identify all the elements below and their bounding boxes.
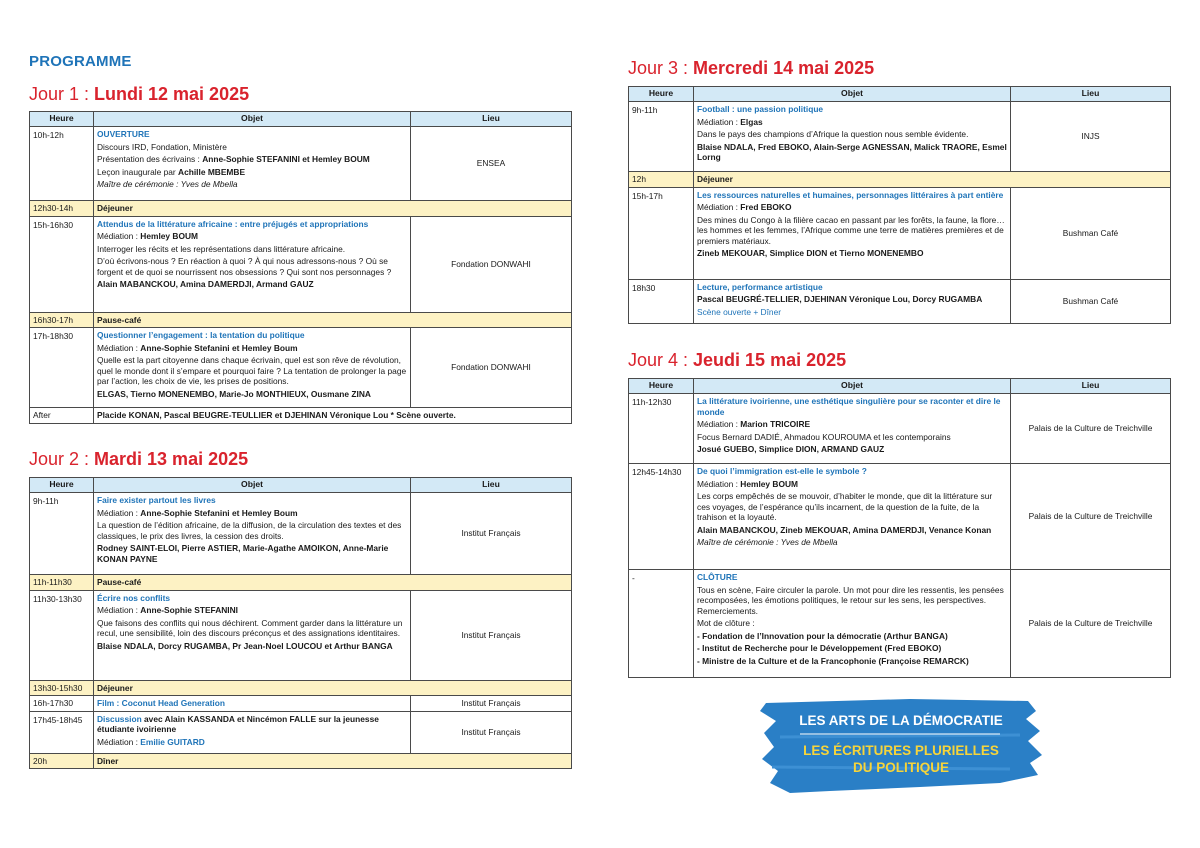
session-title: Film : Coconut Head Generation	[94, 696, 411, 712]
col-heure: Heure	[629, 87, 694, 102]
day2-label: Jour 2 :	[29, 449, 95, 469]
table-row	[629, 464, 1171, 570]
session-title: De quoi l’immigration est-elle le symbole ?	[697, 466, 867, 476]
row-lieu: Bushman Café	[1011, 279, 1171, 323]
row-object	[94, 328, 411, 408]
session-title: Questionner l’engagement : la tentation du politique	[97, 330, 305, 340]
row-lieu: Palais de la Culture de Treichville	[1011, 394, 1171, 464]
closing-speaker: - Institut de Recherche pour le Développement (Fred EBOKO)	[697, 643, 942, 653]
page-title: PROGRAMME	[29, 53, 132, 70]
row-lieu: INJS	[1011, 102, 1171, 172]
day1-label: Jour 1 :	[29, 84, 95, 104]
row-authors: Blaise NDALA, Fred EBOKO, Alain-Serge AGNESSAN, Malick TRAORE, Esmel Lorng	[697, 141, 1007, 162]
row-line: Médiation : Elgas	[697, 116, 763, 127]
session-title: Faire exister partout les livres	[97, 495, 216, 505]
table-row	[30, 216, 572, 312]
row-authors: ELGAS, Tierno MONENEMBO, Marie-Jo MONTHIEUX, Ousmane ZINA	[97, 388, 371, 399]
row-time: 11h-12h30	[629, 394, 694, 464]
row-line: Les corps empêchés de se mouvoir, d’habiter le monde, que dit la littérature sur ces voyages, de l’espérance qu’ils incarnent, de la question de la fuite, de la trahison et la loyauté.	[697, 491, 993, 522]
day2-heading	[29, 449, 248, 470]
table-row	[30, 493, 572, 575]
day1-table	[29, 111, 572, 424]
banner-line1: LES ARTS DE LA DÉMOCRATIE	[799, 713, 1003, 728]
row-time: 15h-17h	[629, 187, 694, 279]
row-lieu: Institut Français	[411, 711, 572, 753]
row-authors: Pascal BEUGRÉ-TELLIER, DJEHINAN Véronique Lou, Dorcy RUGAMBA	[697, 294, 983, 304]
day3-heading	[628, 58, 874, 79]
row-lieu: Bushman Café	[1011, 187, 1171, 279]
table-row	[30, 127, 572, 201]
row-extra: Scène ouverte + Dîner	[697, 306, 782, 317]
row-line: Des mines du Congo à la filière cacao en passant par les forêts, la faune, la flore…les hommes et les femmes, l’Afrique comme une terre de matières premières et de premiers matériaux.	[697, 214, 1005, 246]
row-lieu: Palais de la Culture de Treichville	[1011, 464, 1171, 570]
day3-table	[628, 86, 1171, 324]
row-line: Mot de clôture :	[697, 618, 755, 628]
session-title: Écrire nos conflits	[97, 592, 171, 603]
table-row	[30, 696, 572, 712]
row-time: 16h30-17h	[30, 312, 94, 328]
table-row-break	[30, 312, 572, 328]
session-title: Discussion avec Alain KASSANDA et Nincémon FALLE sur la jeunesse étudiante ivoirienne	[97, 713, 379, 734]
banner-line2: LES ÉCRITURES PLURIELLES	[803, 743, 999, 758]
row-time: 9h-11h	[629, 102, 694, 172]
table-row-break	[629, 172, 1171, 188]
table-row	[30, 328, 572, 408]
session-title: La littérature ivoirienne, une esthétique singulière pour se raconter et dire le monde	[697, 396, 1001, 417]
row-line: La question de l’édition africaine, de la diffusion, de la circulation des textes et des classiques, le prix des livres, la cession des droits.	[97, 520, 402, 541]
col-objet: Objet	[94, 112, 411, 127]
row-line: Médiation : Hemley BOUM	[697, 478, 799, 489]
table-row-break	[30, 753, 572, 769]
row-object	[694, 394, 1011, 464]
row-object	[94, 711, 411, 753]
day3-label: Jour 3 :	[628, 58, 694, 78]
day1-date: Lundi 12 mai 2025	[94, 84, 250, 104]
row-object: Déjeuner	[94, 201, 572, 217]
row-authors: Rodney SAINT-ELOI, Pierre ASTIER, Marie-Agathe AMOIKON, Anne-Marie KONAN PAYNE	[97, 543, 389, 564]
row-time: -	[629, 570, 694, 678]
col-lieu: Lieu	[1011, 87, 1171, 102]
row-object	[694, 464, 1011, 570]
row-time: 9h-11h	[30, 493, 94, 575]
row-authors: Josué GUEBO, Simplice DION, ARMAND GAUZ	[697, 444, 885, 454]
row-time: 17h-18h30	[30, 328, 94, 408]
col-objet: Objet	[94, 478, 411, 493]
row-line: Médiation : Marion TRICOIRE	[697, 419, 811, 429]
row-time: 20h	[30, 753, 94, 769]
table-header	[629, 87, 1171, 102]
row-time: 17h45-18h45	[30, 711, 94, 753]
row-line: Maître de cérémonie : Yves de Mbella	[97, 179, 238, 189]
day1-heading	[29, 84, 249, 105]
row-object	[94, 127, 411, 201]
table-row	[629, 102, 1171, 172]
row-line: Dans le pays des champions d’Afrique la question nous semble évidente.	[697, 129, 969, 139]
row-lieu: Institut Français	[411, 696, 572, 712]
row-time: 12h30-14h	[30, 201, 94, 217]
row-object	[94, 493, 411, 575]
col-lieu: Lieu	[1011, 379, 1171, 394]
row-line: Médiation : Anne-Sophie Stefanini et Hemley Boum	[97, 507, 298, 518]
row-object: Pause-café	[94, 575, 572, 591]
row-line: Maître de cérémonie : Yves de Mbella	[697, 537, 838, 547]
session-title: Les ressources naturelles et humaines, personnages littéraires à part entière	[697, 189, 1004, 200]
day4-date: Jeudi 15 mai 2025	[693, 350, 847, 370]
row-time: 12h45-14h30	[629, 464, 694, 570]
row-time: 18h30	[629, 279, 694, 323]
row-lieu: Palais de la Culture de Treichville	[1011, 570, 1171, 678]
table-row	[30, 590, 572, 680]
day4-heading	[628, 350, 846, 371]
row-object	[94, 590, 411, 680]
row-line: D’où écrivons-nous ? En réaction à quoi ? À qui nous adressons-nous ? Où se forgent et de quoi se nourrissent nos obsessions ? Qui sont nos personnages ?	[97, 256, 392, 277]
col-lieu: Lieu	[411, 112, 572, 127]
row-line: Médiation : Emilie GUITARD	[97, 736, 205, 747]
row-line: Médiation : Fred EBOKO	[697, 202, 792, 212]
session-title: OUVERTURE	[97, 129, 150, 139]
day4-table	[628, 378, 1171, 678]
col-objet: Objet	[694, 379, 1011, 394]
event-banner	[760, 697, 1042, 793]
table-row	[629, 570, 1171, 678]
row-lieu: ENSEA	[411, 127, 572, 201]
row-line: Médiation : Anne-Sophie Stefanini et Hemley Boum	[97, 342, 298, 353]
table-row	[629, 394, 1171, 464]
col-heure: Heure	[629, 379, 694, 394]
row-lieu: Fondation DONWAHI	[411, 216, 572, 312]
row-time: 10h-12h	[30, 127, 94, 201]
table-row-break	[30, 680, 572, 696]
row-authors: Alain MABANCKOU, Amina DAMERDJI, Armand GAUZ	[97, 279, 314, 289]
row-line: Focus Bernard DADIÉ, Ahmadou KOUROUMA et les contemporains	[697, 431, 951, 442]
table-row-break	[30, 575, 572, 591]
row-lieu: Institut Français	[411, 493, 572, 575]
row-authors: Alain MABANCKOU, Zineb MEKOUAR, Amina DAMERDJI, Venance Konan	[697, 524, 992, 535]
col-lieu: Lieu	[411, 478, 572, 493]
row-authors: Zineb MEKOUAR, Simplice DION et Tierno MONENEMBO	[697, 248, 924, 258]
table-row	[629, 279, 1171, 323]
col-heure: Heure	[30, 112, 94, 127]
row-lieu: Institut Français	[411, 590, 572, 680]
table-row-break	[30, 201, 572, 217]
table-row	[30, 408, 572, 424]
row-lieu: Fondation DONWAHI	[411, 328, 572, 408]
row-object	[694, 279, 1011, 323]
table-header	[629, 379, 1171, 394]
row-time: 15h-16h30	[30, 216, 94, 312]
row-time: 12h	[629, 172, 694, 188]
col-objet: Objet	[694, 87, 1011, 102]
banner-line3: DU POLITIQUE	[852, 760, 950, 775]
row-line: Médiation : Hemley BOUM	[97, 231, 199, 241]
day4-label: Jour 4 :	[628, 350, 694, 370]
day2-table	[29, 477, 572, 769]
row-authors: Blaise NDALA, Dorcy RUGAMBA, Pr Jean-Noel LOUCOU et Arthur BANGA	[97, 640, 393, 651]
row-line: Interroger les récits et les représentations dans littérature africaine.	[97, 243, 346, 254]
table-row	[629, 187, 1171, 279]
row-time: 16h-17h30	[30, 696, 94, 712]
row-object: Déjeuner	[694, 172, 1171, 188]
row-object	[694, 570, 1011, 678]
session-title: Football : une passion politique	[697, 104, 824, 114]
closing-speaker: - Fondation de l’Innovation pour la démocratie (Arthur BANGA)	[697, 630, 948, 641]
row-object	[694, 187, 1011, 279]
row-object: Déjeuner	[94, 680, 572, 696]
row-object	[694, 102, 1011, 172]
day3-date: Mercredi 14 mai 2025	[693, 58, 875, 78]
day2-date: Mardi 13 mai 2025	[94, 449, 249, 469]
table-header	[30, 478, 572, 493]
closing-speaker: - Ministre de la Culture et de la Francophonie (Françoise REMARCK)	[697, 655, 969, 666]
row-object: Placide KONAN, Pascal BEUGRE-TEULLIER et DJEHINAN Véronique Lou * Scène ouverte.	[94, 408, 572, 424]
row-time: After	[30, 408, 94, 424]
row-line: Que faisons des conflits qui nous déchirent. Comment garder dans la littérature un recul, une sensibilité, loin des discours préconçus et des assignations identitaires.	[97, 617, 403, 638]
row-line: Médiation : Anne-Sophie STEFANINI	[97, 605, 239, 615]
row-line: Leçon inaugurale par Achille MBEMBE	[97, 166, 246, 177]
row-time: 13h30-15h30	[30, 680, 94, 696]
row-line: Quelle est la part citoyenne dans chaque écrivain, quel est son rêve de révolution, quel le monde dont il s’empare et pourquoi faire ? La tentation de prolonger la page par l’action, les choix de vie, les prises de positions.	[97, 355, 407, 386]
row-object: Pause-café	[94, 312, 572, 328]
row-object	[94, 216, 411, 312]
row-object: Dîner	[94, 753, 572, 769]
row-line: Discours IRD, Fondation, Ministère	[97, 141, 227, 152]
table-row	[30, 711, 572, 753]
session-title: Lecture, performance artistique	[697, 281, 823, 292]
session-title: CLÔTURE	[697, 572, 738, 582]
row-time: 11h30-13h30	[30, 590, 94, 680]
row-line: Tous en scène, Faire circuler la parole. Un mot pour dire les ressentis, les pensées recomposées, les émotions politiques, le retour sur les sens, les perspectives. Remerciements.	[697, 584, 1004, 616]
row-time: 11h-11h30	[30, 575, 94, 591]
row-line: Présentation des écrivains : Anne-Sophie STEFANINI et Hemley BOUM	[97, 154, 370, 164]
table-header	[30, 112, 572, 127]
session-title: Attendus de la littérature africaine : entre préjugés et appropriations	[97, 218, 369, 229]
col-heure: Heure	[30, 478, 94, 493]
